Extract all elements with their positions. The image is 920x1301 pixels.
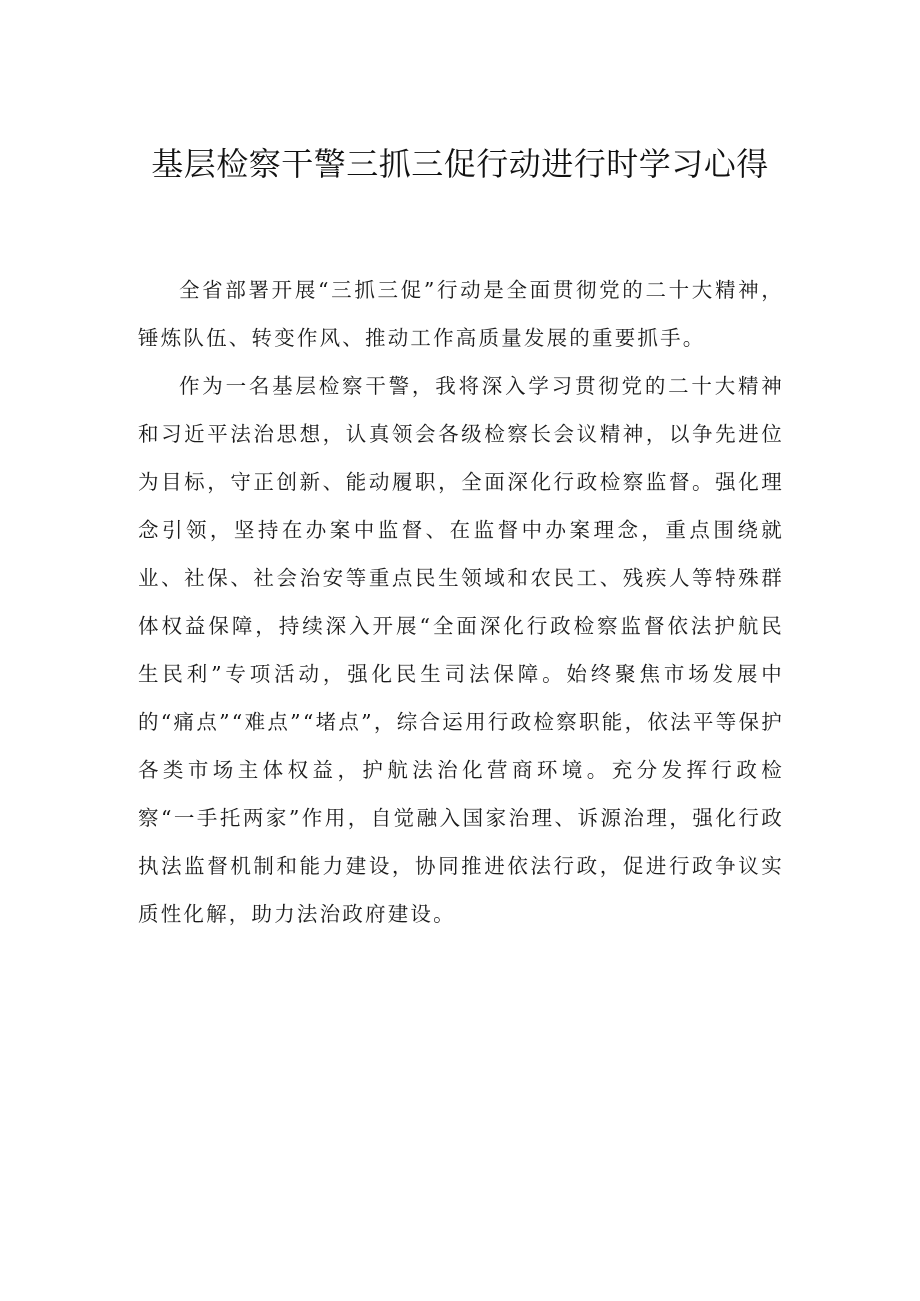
page-title: 基层检察干警三抓三促行动进行时学习心得 [151,145,769,183]
paragraph-1: 全省部署开展“三抓三促”行动是全面贯彻党的二十大精神，锤炼队伍、转变作风、推动工作高质量发展的重要抓手。 [138,278,784,350]
paragraph-2: 作为一名基层检察干警，我将深入学习贯彻党的二十大精神和习近平法治思想，认真领会各级检察长会议精神，以争先进位为目标，守正创新、能动履职，全面深化行政检察监督。强化理念引领，坚持在办案中监督、在监督中办案理念，重点围绕就业、社保、社会治安等重点民生领域和农民工、残疾人等特殊群体权益保障，持续深入开展“全面深化行政检察监督依法护航民生民利”专项活动，强化民生司法保障。始终聚焦市场发展中的“痛点”“难点”“堵点”，综合运用行政检察职能，依法平等保护各类市场主体权益，护航法治化营商环境。充分发挥行政检察“一手托两家”作用，自觉融入国家治理、诉源治理，强化行政执法监督机制和能力建设，协同推进依法行政，促进行政争议实质性化解，助力法治政府建设。 [138,374,784,926]
document-body [138,266,784,938]
